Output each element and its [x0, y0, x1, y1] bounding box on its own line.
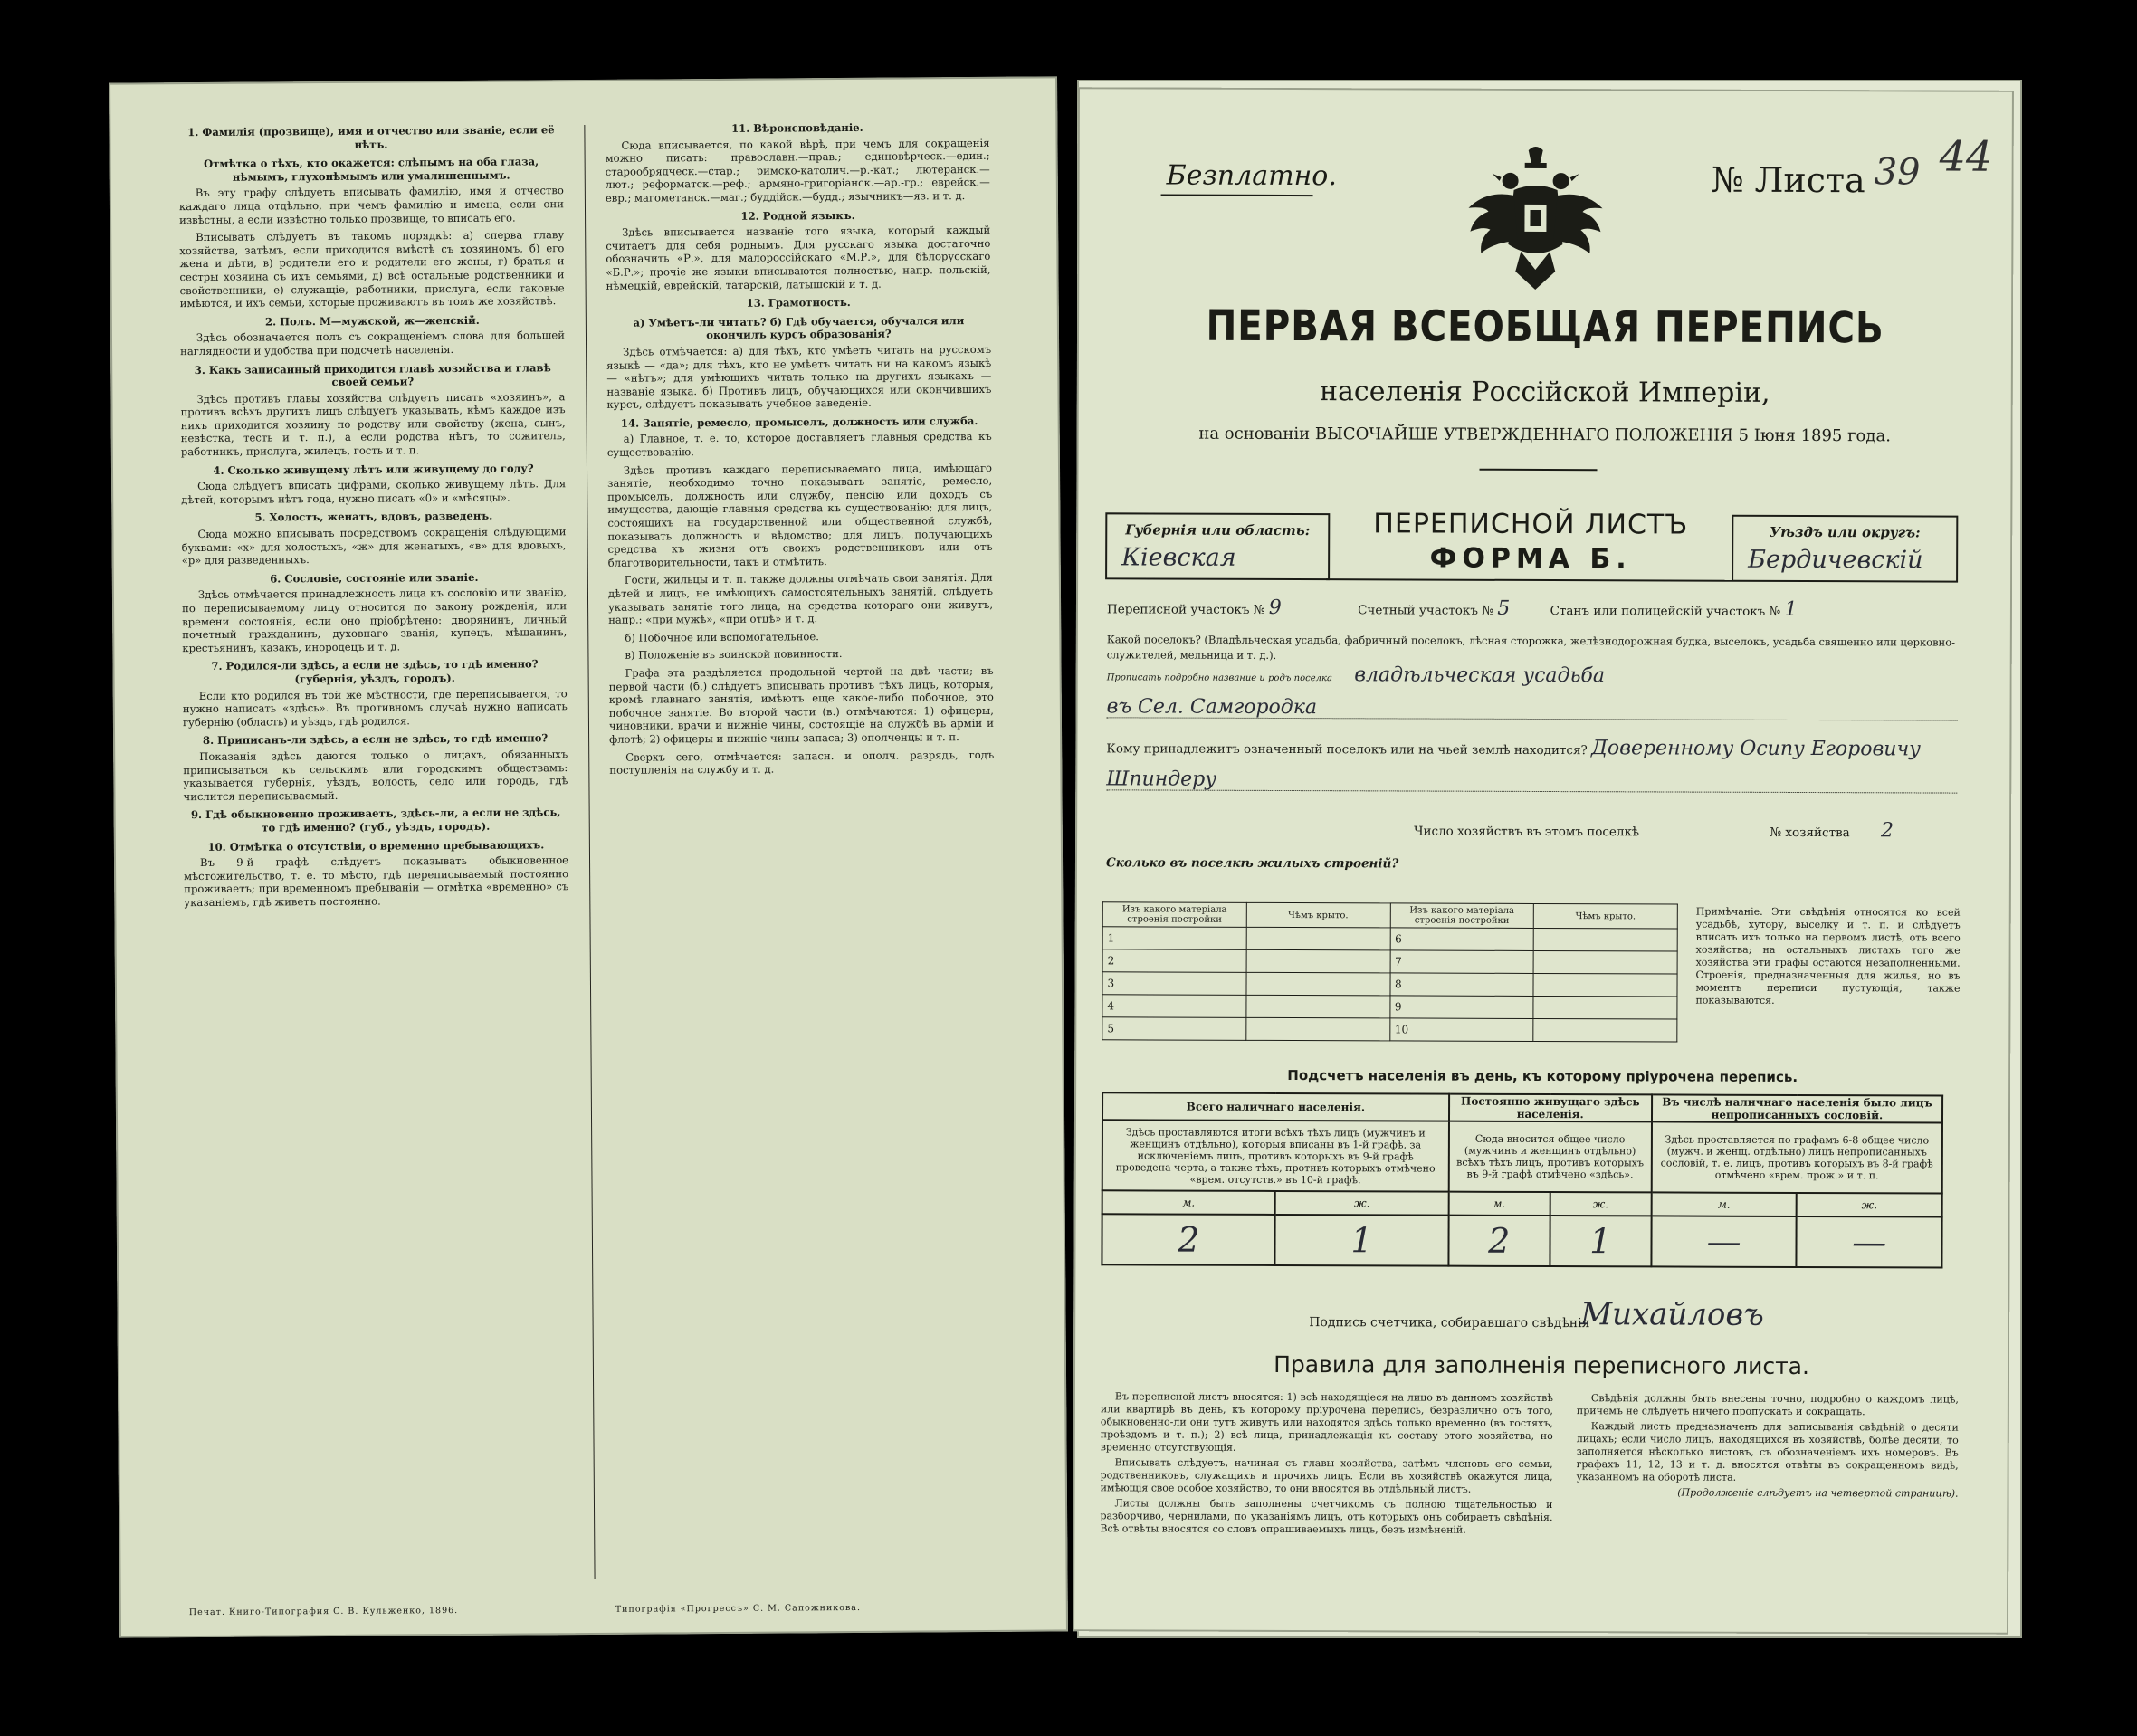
- section-heading: 13. Грамотность.: [746, 296, 851, 310]
- group-permanent: Постоянно живущаго здѣсь населенія.: [1449, 1094, 1652, 1122]
- population-values-row: [1102, 1214, 1941, 1267]
- population-description-row: [1102, 1120, 1942, 1193]
- rules-paragraph: Въ переписной листъ вносятся: 1) всѣ находящіеся на лицо въ данномъ хозяйствѣ или квартирѣ въ день, къ которому пріурочена перепись, безразлично отъ того, обыкновенно-ли они тутъ живутъ или находятся здѣсь только временно (въ гостяхъ, проѣздомъ и т. п.); 2) всѣ лица, принадлежащія къ составу этого хозяйства, но временно отсутствующія.: [1100, 1390, 1553, 1454]
- instructions-column-1: [178, 118, 573, 1581]
- rules-column-1: [1100, 1390, 1553, 1540]
- enumerator-signature-label: Подпись счетчика, собиравшаго свѣдѣнія: [1309, 1315, 1590, 1331]
- present-male-value: 2: [1102, 1214, 1275, 1265]
- table-cell: [1246, 949, 1390, 973]
- instruction-paragraph: Вписывать слѣдуетъ въ такомъ порядкѣ: а) сперва главу хозяйства, затѣмъ, если приходится вмѣстѣ съ хозяиномъ, б) его жена и дѣти, в) родители его и родители его жены, г) братья и сестры хозяина съ ихъ семьями, д) всѣ остальные родственники и свойственники, е) служащіе, работники, прислуга, если таковые имѣются, и ихъ семьи, которые проживаютъ въ томъ же хозяйствѣ.: [179, 228, 565, 310]
- census-title: ПЕРВАЯ ВСЕОБЩАЯ ПЕРЕПИСЬ: [1206, 300, 1884, 354]
- district-line: [1106, 596, 1958, 621]
- row-number: 1: [1102, 927, 1246, 950]
- population-count-heading: Подсчетъ населенія въ день, къ которому пріурочена перепись.: [1287, 1067, 1798, 1085]
- section-heading: 2. Полъ. М—мужской, ж—женскій.: [264, 313, 480, 329]
- printer-imprint-left: Печат. Книго-Типография С. В. Кульженко, 1896.: [188, 1606, 459, 1618]
- section-heading: а) Умѣетъ-ли читать? б) Гдѣ обучается, обучался или окончилъ курсъ образованія?: [633, 313, 965, 342]
- table-cell: [1246, 927, 1390, 950]
- instruction-paragraph: Сверхъ сего, отмѣчается: запасн. и ополч. разрядъ, годъ поступленія на службу и т. д.: [609, 748, 995, 777]
- instruction-paragraph: а) Главное, т. е. то, которое доставляетъ главныя средства къ существованію.: [606, 430, 992, 459]
- sheet-number-label: № Листа: [1711, 159, 1865, 201]
- households-label: Число хозяйствъ въ этомъ поселкѣ: [1414, 824, 1640, 840]
- section-heading: Отмѣтка о тѣхъ, кто окажется: слѣпымъ на оба глаза, нѣмымъ, глухонѣмымъ или умалишеннымъ.: [204, 155, 539, 184]
- owner-line: [1106, 739, 1957, 759]
- rules-paragraph: Вписывать слѣдуетъ, начиная съ главы хозяйства, затѣмъ членовъ его семьи, родственниковъ, служащихъ и прочихъ лицъ. Если въ хозяйствѣ окажутся лица, имѣющія свое особое хозяйство, то они вносятся въ отдѣльный листъ.: [1100, 1456, 1553, 1495]
- district-label: Переписной участокъ №: [1106, 602, 1265, 617]
- enumerator-signature: Михайловъ: [1580, 1296, 1764, 1333]
- buildings-table-header: [1102, 902, 1677, 929]
- unregistered-male-value: —: [1651, 1216, 1797, 1267]
- buildings-question: Сколько въ поселкѣ жилыхъ строеній?: [1105, 855, 1399, 872]
- instruction-paragraph: Здѣсь противъ каждаго переписываемаго лица, имѣющаго занятіе, необходимо точно показывать занятіе, ремесло, промыселъ, должность или службу, пенсію или доходъ съ имущества, дающіе главныя средства къ существованію; для лицъ, состоящихъ на государственной или общественной службѣ, показывать должность и вѣдомство; для лицъ, получающихъ средства къ жизни отъ своихъ родственниковъ или отъ благотворительности, такъ и отмѣтить.: [607, 461, 993, 569]
- male-header: м.: [1651, 1192, 1797, 1216]
- instruction-paragraph: Если кто родился въ той же мѣстности, где переписывается, то нужно написать «здѣсь». Въ противномъ случаѣ нужно написать губернію (область) и уѣздъ, гдѣ родился.: [182, 686, 568, 729]
- settlement-line-2: [1106, 695, 1958, 720]
- description-unregistered: Здѣсь проставляется по графамъ 6-8 общее число (мужч. и женщ. отдѣльно) лицъ непрописанныхъ сословій, т. е. лицъ, противъ которыхъ въ 8-й графѣ отмѣчено «врем. прож.» и т. п.: [1651, 1121, 1942, 1193]
- female-header: ж.: [1797, 1193, 1942, 1217]
- group-present: Всего наличнаго населенія.: [1102, 1092, 1449, 1121]
- legal-basis-line: на основаніи ВЫСОЧАЙШЕ УТВЕРЖДЕННАГО ПОЛОЖЕНІЯ 5 Іюня 1895 года.: [1198, 424, 1891, 446]
- instruction-paragraph: Здѣсь отмѣчается принадлежность лица къ сословію или званію, по переписываемому лицу относится по закону рожденія, или времени состоянія, если оно пріобрѣтено: дворянинъ, личный почетный гражданинъ, духовнаго званія, купецъ, мѣщанинъ, крестьянинъ, казакъ, инородецъ и т. д.: [182, 586, 568, 654]
- row-number: 2: [1102, 949, 1246, 973]
- uezd-field: [1732, 515, 1958, 583]
- double-headed-eagle-icon: [1463, 145, 1608, 300]
- instruction-paragraph: Сюда можно вписывать посредствомъ сокращенія слѣдующими буквами: «х» для холостыхъ, «ж» для женатыхъ, «в» для вдовыхъ, «р» для разведенныхъ.: [181, 525, 567, 568]
- census-subtitle: населенія Россійской Имперіи,: [1320, 376, 1770, 409]
- female-header: ж.: [1550, 1192, 1651, 1216]
- population-group-row: [1102, 1092, 1942, 1122]
- printer-imprint-right: Типографія «Прогрессъ» С. М. Сапожникова.: [615, 1602, 862, 1615]
- census-form-page: [1073, 87, 2014, 1635]
- table-cell: [1533, 1018, 1677, 1042]
- section-heading: 3. Какъ записанный приходится главѣ хозяйства и главѣ своей семьи?: [194, 360, 551, 389]
- uezd-value: Бердичевскій: [1748, 545, 1923, 575]
- row-number: 4: [1102, 995, 1246, 1018]
- instruction-paragraph: Графа эта раздѣляется продольной чертой на двѣ части; въ первой части (б.) слѣдуетъ вписывать противъ тѣхъ лицъ, которыя, кромѣ главнаго занятія, имѣютъ еще какое-либо побочное, это побочное занятіе. Во второй части (в.) отмѣчаются: 1) офицеры, чиновники, врачи и нижніе чины, состоящіе на службѣ въ армiи и флотѣ; 2) офицеры и нижніе чины запаса; 3) ополченцы и т. п.: [608, 663, 995, 746]
- male-header: м.: [1102, 1190, 1275, 1215]
- form-designation: ФОРМА Б.: [1429, 542, 1632, 576]
- count-district-value: 5: [1497, 596, 1511, 620]
- table-cell: [1533, 973, 1677, 997]
- rules-paragraph: Листы должны быть заполнены счетчикомъ съ полною тщательностью и разборчиво, чернилами, по указаніямъ лицъ, отъ которыхъ онъ собираетъ свѣдѣнія. Всѣ отвѣты вносятся со словъ опрашиваемыхъ лицъ, безъ измѣненій.: [1100, 1497, 1553, 1536]
- section-heading: 5. Холостъ, женатъ, вдовъ, разведенъ.: [254, 510, 493, 525]
- section-heading: 4. Сколько живущему лѣтъ или живущему до году?: [213, 462, 534, 477]
- description-present: Здѣсь проставляются итоги всѣхъ тѣхъ лицъ (мужчинъ и женщинъ отдѣльно), которыя вписаны въ 1-й графѣ, за исключеніемъ лицъ, противъ которыхъ въ 9-й графѣ проведена черта, а также тѣхъ, противъ которыхъ отмѣчено «врем. отсутств.» въ 10-й графѣ.: [1102, 1120, 1449, 1191]
- material-header: Изъ какого матеріала строенія постройки: [1102, 902, 1246, 928]
- count-district-label: Счетный участокъ №: [1358, 603, 1494, 618]
- free-label: Безплатно.: [1166, 159, 1337, 193]
- instruction-paragraph: Показанія здѣсь даются только о лицахъ, обязанныхъ приписываться къ сельскимъ или городскимъ обществамъ: указывается губернія, уѣздъ, волость, село или городъ, гдѣ числится переписываемый.: [183, 748, 568, 803]
- instruction-paragraph: в) Положеніе въ воинской повинности.: [625, 647, 843, 663]
- row-number: 5: [1102, 1017, 1246, 1041]
- instruction-paragraph: Здѣсь противъ главы хозяйства слѣдуетъ писать «хозяинъ», а противъ всѣхъ другихъ лицъ слѣдуетъ указывать, кѣмъ каждое изъ нихъ приходится хозяину по родству или свойству (жена, сынъ, невѣстка, тесть и т. п.), а если родства нѣтъ, то сожитель, работникъ, прислуга, жилецъ, гость и т. п.: [180, 389, 566, 459]
- table-cell: [1533, 950, 1677, 974]
- buildings-note: Примѣчаніе. Эти свѣдѣнія относятся ко всей усадьбѣ, хутору, выселку и т. п. и слѣдуетъ вписать ихъ только на первомъ листѣ, отъ всего хозяйства; на остальныхъ листахъ того же хозяйства эти графы остаются незаполненными. Строенія, предназначенныя для жилья, но въ моментъ переписи пустующія, также показываются.: [1695, 905, 1961, 1006]
- population-table: [1101, 1092, 1943, 1268]
- instruction-paragraph: Гости, жильцы и т. п. также должны отмѣчать свои занятія. Для дѣтей и лицъ, не имѣющихъ самостоятельныхъ занятій, слѣдуетъ указывать занятіе того лица, на средства котораго они живутъ, напр.: «при мужѣ», «при отцѣ» и т. д.: [607, 571, 994, 627]
- instructions-column-2: [605, 115, 999, 1579]
- stan-label: Станъ или полицейскій участокъ №: [1550, 604, 1781, 619]
- table-cell: [1246, 1017, 1390, 1041]
- households-line: [1106, 820, 1957, 841]
- row-number: 7: [1390, 950, 1534, 974]
- table-cell: [1246, 995, 1390, 1018]
- section-heading: 11. Вѣроисповѣданіе.: [731, 120, 863, 135]
- table-row: [1102, 972, 1677, 997]
- present-female-value: 1: [1275, 1215, 1449, 1266]
- settlement-value: владѣльческая усадьба: [1354, 663, 1606, 688]
- permanent-male-value: 2: [1448, 1216, 1550, 1266]
- sheet-number-handwritten: 39: [1874, 151, 1921, 194]
- province-field: [1105, 512, 1330, 580]
- household-number-label: № хозяйства: [1770, 825, 1850, 841]
- table-row: [1102, 927, 1677, 951]
- table-row: [1102, 949, 1677, 974]
- header-box-rule: [1326, 578, 1732, 582]
- table-row: [1102, 995, 1677, 1019]
- rules-paragraph: Свѣдѣнія должны быть внесены точно, подробно о каждомъ лицѣ, причемъ не слѣдуетъ ничего пропускать и сокращать.: [1576, 1392, 1959, 1418]
- household-number-value: 2: [1881, 819, 1894, 843]
- rules-column-2: [1577, 1392, 1959, 1502]
- row-number: 10: [1389, 1018, 1533, 1042]
- instruction-paragraph: Сюда слѣдуетъ вписать цифрами, сколько живущему лѣтъ. Для дѣтей, которымъ нѣтъ года, нужно писать «0» и «мѣсяцы».: [181, 477, 567, 506]
- instruction-paragraph: Въ эту графу слѣдуетъ вписывать фамилію, имя и отчество каждаго лица отдѣльно, при чемъ фамилію и имена, если они извѣстны, а если извѣстно только прозвище, то вписать его.: [178, 184, 565, 226]
- uezd-label: Уѣздъ или округъ:: [1769, 523, 1921, 541]
- settlement-note: Прописать подробно название и родъ поселка: [1106, 672, 1332, 684]
- section-heading: 12. Родной языкъ.: [740, 208, 855, 223]
- table-cell: [1246, 972, 1390, 996]
- instruction-paragraph: Здѣсь обозначается полъ съ сокращеніемъ слова для большей наглядности и удобства при подсчетѣ населенія.: [180, 329, 566, 358]
- instruction-paragraph: Здѣсь отмѣчается: а) для тѣхъ, кто умѣетъ читать на русскомъ языкѣ — «да»; для тѣхъ, кто не умѣетъ читать ни на какомъ языкѣ — «нѣтъ»; для умѣющихъ читать только на другихъ языкахъ — названіе языка. б) Противъ лицъ, обучающихся или окончившихъ курсъ, слѣдуетъ показывать учебное заведеніе.: [606, 342, 992, 412]
- row-number: 6: [1390, 928, 1534, 951]
- archive-page-number: 44: [1939, 131, 1993, 181]
- table-row: [1102, 1017, 1677, 1042]
- section-heading: 1. Фамилія (прозвище), имя и отчество или званіе, если её нѣтъ.: [187, 123, 555, 151]
- section-heading: 7. Родился-ли здѣсь, а если не здѣсь, то гдѣ именно? (губернія, уѣздъ, городъ).: [211, 657, 539, 686]
- section-heading: 6. Сословіе, состояніе или званіе.: [270, 570, 479, 586]
- census-sheet-heading: ПЕРЕПИСНОЙ ЛИСТЪ: [1373, 508, 1689, 541]
- rules-paragraph: Каждый листъ предназначенъ для записыванія свѣдѣній о десяти лицахъ; если число лицъ, находящихся въ хозяйствѣ, болѣе десяти, то заполняется нѣсколько листовъ, съ обозначеніемъ ихъ номеровъ. Въ графахъ 11, 12, 13 и т. д. вносятся отвѣты въ сокращенномъ видѣ, указанномъ на оборотѣ листа.: [1576, 1420, 1959, 1483]
- owner-line-2: [1106, 768, 1957, 793]
- instruction-paragraph: Въ 9-й графѣ слѣдуетъ показывать обыкновенное мѣстожительство, т. е. то мѣсто, гдѣ переписываемый постоянно проживаетъ; при временномъ пребываніи — отмѣтка «временно» съ указаніемъ, гдѣ живетъ постоянно.: [184, 854, 569, 909]
- stan-value: 1: [1784, 597, 1798, 621]
- roof-header: Чѣмъ крыто.: [1246, 902, 1390, 928]
- unregistered-female-value: —: [1797, 1216, 1942, 1268]
- settlement-type-label: Какой поселокъ? (Владѣльческая усадьба, фабричный поселокъ, лѣсная сторожка, желѣзнодорожная будка, выселокъ, усадьба священно или церковно-служителей, мельница и т. д.).: [1106, 633, 1956, 662]
- instruction-paragraph: б) Побочное или вспомогательное.: [625, 629, 819, 644]
- permanent-female-value: 1: [1550, 1216, 1651, 1266]
- instruction-paragraph: Сюда вписывается, по какой вѣрѣ, при чемъ для сокращенія можно писать: православн.—прав.; единовѣрческ.—един.; старообрядческ.—стар.; римско-католич.—р.-кат.; лютеранск.—лют.; реформатск.—реф.; армяно-григоріанск.—ар.-гр.; еврейск.—евр.; магометанск.—маг.; буддійск.—будд.; язычникъ—яз. и т. д.: [605, 136, 990, 205]
- district-value: 9: [1268, 596, 1282, 619]
- material-header-2: Изъ какого матеріала строенія постройки: [1390, 903, 1534, 929]
- section-heading: 9. Гдѣ обыкновенно проживаетъ, здѣсь-ли, а если не здѣсь, то гдѣ именно? (губ., уѣздъ, городъ).: [190, 806, 561, 835]
- province-label: Губернія или область:: [1125, 521, 1311, 539]
- rules-continued-note: (Продолженіе слѣдуетъ на четвертой страницѣ).: [1677, 1486, 1959, 1500]
- free-label-underline: [1161, 195, 1313, 197]
- left-page: [109, 76, 1068, 1637]
- row-number: 8: [1389, 973, 1533, 997]
- row-number: 9: [1389, 996, 1533, 1019]
- owner-value: Доверенному Осипу Егоровичу: [1591, 737, 1921, 761]
- title-divider: [1480, 469, 1598, 471]
- roof-header-2: Чѣмъ крыто.: [1533, 903, 1677, 929]
- owner-label: Кому принадлежитъ означенный поселокъ или на чьей землѣ находится?: [1106, 741, 1588, 758]
- female-header: ж.: [1275, 1191, 1448, 1216]
- table-cell: [1533, 996, 1677, 1019]
- sex-header-row: [1102, 1190, 1942, 1216]
- group-unregistered: Въ числѣ наличнаго населенія было лицъ непрописанныхъ сословій.: [1652, 1094, 1942, 1122]
- row-number: 3: [1102, 972, 1246, 996]
- section-heading: 10. Отмѣтка о отсутствіи, о временно пребывающихъ.: [207, 837, 545, 854]
- province-value: Кіевская: [1121, 543, 1236, 572]
- buildings-table: [1102, 901, 1678, 1042]
- rules-title: Правила для заполненія переписного листа.: [1274, 1350, 1810, 1380]
- description-permanent: Сюда вносится общее число (мужчинъ и женщинъ отдѣльно) всѣхъ тѣхъ лицъ, противъ которыхъ въ 9-й графѣ отмѣчено «здѣсь».: [1448, 1121, 1651, 1193]
- table-cell: [1533, 928, 1677, 951]
- column-divider: [584, 125, 595, 1579]
- settlement-line: [1106, 663, 1958, 689]
- owner-value-2: Шпиндеру: [1106, 768, 1217, 791]
- male-header: м.: [1448, 1192, 1550, 1216]
- settlement-village: въ Сел. Самгородка: [1106, 695, 1318, 720]
- section-heading: 8. Приписанъ-ли здѣсь, а если не здѣсь, то гдѣ именно?: [202, 731, 549, 748]
- section-heading: 14. Занятіе, ремесло, промыселъ, должность или служба.: [620, 414, 978, 430]
- instruction-paragraph: Здѣсь вписывается названіе того языка, который каждый считаетъ для себя роднымъ. Для русскаго языка достаточно обозначить «Р.», для малороссійскаго «М.Р.», для бѣлорусскаго «Б.Р.»; прочіе же языки вписываются полностью, напр. польскій, нѣмецкій, еврейскій, татарскій, латышскій и т. д.: [606, 224, 991, 292]
